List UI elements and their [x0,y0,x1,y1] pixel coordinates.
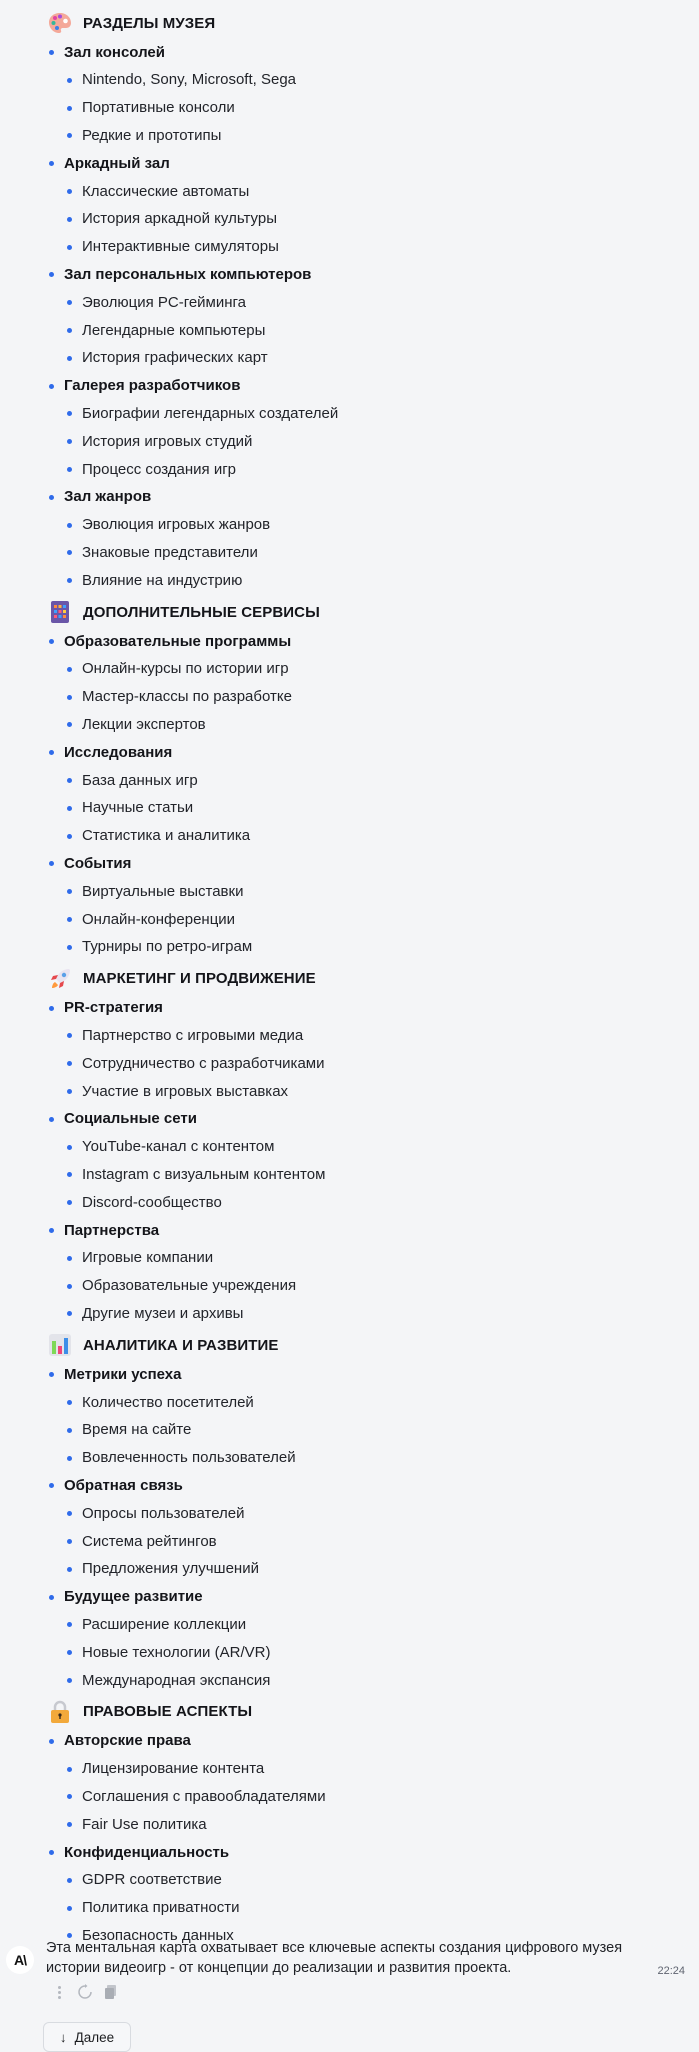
bullet-icon [49,50,54,55]
bullet-icon [67,1400,72,1405]
bullet-icon [49,1372,54,1377]
bullet-icon [67,189,72,194]
list-item-label: Классические автоматы [82,182,250,200]
section-title: АНАЛИТИКА И РАЗВИТИЕ [83,1336,279,1354]
list-item [67,402,338,424]
list-item-label: Биографии легендарных создателей [82,404,339,422]
group-item [49,852,131,874]
bullet-icon [67,300,72,305]
list-item [67,458,236,480]
bullet-icon [67,917,72,922]
group-label: События [64,854,132,872]
group-item [49,1586,203,1608]
bullet-icon [67,1256,72,1261]
list-item-label: Влияние на индустрию [82,571,243,589]
bullet-icon [49,639,54,644]
bullet-icon [67,1822,72,1827]
group-item [49,741,172,763]
bullet-icon [67,245,72,250]
group-label: Партнерства [64,1221,160,1239]
list-item-label: YouTube-канал с контентом [82,1138,275,1156]
bullet-icon [49,384,54,389]
bullet-icon [49,750,54,755]
group-item [49,41,165,63]
apps-grid-icon [48,600,72,624]
bullet-icon [67,1567,72,1572]
list-item-label: Nintendo, Sony, Microsoft, Sega [82,71,296,89]
list-item [67,291,246,313]
list-item-label: Лекции экспертов [82,715,206,733]
list-item-label: Онлайн-курсы по истории игр [82,660,289,678]
bullet-icon [67,356,72,361]
list-item [67,1613,246,1635]
list-item-label: Редкие и прототипы [82,126,222,144]
bullet-icon [49,161,54,166]
list-item [67,69,296,91]
section-title: РАЗДЕЛЫ МУЗЕЯ [83,14,216,32]
list-item [67,319,265,341]
bullet-icon [67,1145,72,1150]
list-item-label: Эволюция PC-гейминга [82,293,247,311]
list-item-label: Безопасность данных [82,1926,234,1944]
list-item-label: Турниры по ретро-играм [82,938,253,956]
list-item [67,1641,270,1663]
list-item [67,1163,325,1185]
group-item [49,1730,191,1752]
bullet-icon [67,722,72,727]
list-item-label: Сотрудничество с разработчиками [82,1054,325,1072]
group-label: Конфиденциальность [64,1843,230,1861]
bullet-icon [49,1228,54,1233]
section-header [48,599,320,625]
bullet-icon [67,778,72,783]
assistant-logo-icon: A\ [14,1952,26,1968]
bullet-icon [67,217,72,222]
group-item [49,1108,197,1130]
group-item [49,152,170,174]
bullet-icon [67,133,72,138]
bullet-icon [49,272,54,277]
group-item [49,263,311,285]
list-item [67,180,249,202]
group-label: Метрики успеха [64,1365,182,1383]
list-item-label: Лицензирование контента [82,1760,265,1778]
list-item [67,769,198,791]
group-label: Зал консолей [64,43,165,61]
section-title: ДОПОЛНИТЕЛЬНЫЕ СЕРВИСЫ [83,603,320,621]
assistant-message-footer [0,1936,699,2048]
list-item-label: Время на сайте [82,1421,192,1439]
list-item-label: Система рейтингов [82,1532,217,1550]
arrow-down-icon: ↓ [59,2029,67,2045]
list-item [67,1530,217,1552]
list-item-label: Статистика и аналитика [82,827,251,845]
list-item [67,514,270,536]
list-item-label: Партнерство с игровыми медиа [82,1026,304,1044]
list-item-label: Instagram с визуальным контентом [82,1165,326,1183]
group-label: Обратная связь [64,1476,183,1494]
section-title: ПРАВОВЫЕ АСПЕКТЫ [83,1703,253,1721]
bullet-icon [67,1200,72,1205]
bar-chart-icon [48,1333,72,1357]
bullet-icon [67,1794,72,1799]
next-button-label: Далее [74,2029,115,2045]
list-item-label: База данных игр [82,771,198,789]
list-item-label: Политика приватности [82,1899,240,1917]
group-item [49,375,240,397]
list-item [67,797,193,819]
list-item [67,208,277,230]
list-item [67,713,206,735]
bullet-icon [67,1428,72,1433]
list-item-label: Интерактивные симуляторы [82,238,279,256]
list-item [67,1080,288,1102]
list-item-label: Другие музеи и архивы [82,1304,244,1322]
list-item [67,541,258,563]
copy-icon[interactable] [104,1984,118,2000]
bullet-icon [49,1739,54,1744]
group-label: Будущее развитие [64,1588,203,1606]
group-label: Галерея разработчиков [64,377,241,395]
bullet-icon [67,467,72,472]
list-item [67,1669,270,1691]
list-item-label: Расширение коллекции [82,1615,247,1633]
list-item [67,936,252,958]
list-item [67,1502,245,1524]
list-item [67,430,252,452]
group-label: Зал персональных компьютеров [64,265,312,283]
list-item [67,569,242,591]
list-item-label: Fair Use политика [82,1815,207,1833]
group-item [49,630,291,652]
bullet-icon [67,523,72,528]
list-item [67,97,235,119]
list-item-label: Легендарные компьютеры [82,321,266,339]
bullet-icon [67,1906,72,1911]
group-label: Аркадный зал [64,154,170,172]
bullet-icon [67,106,72,111]
regenerate-icon[interactable] [78,1984,92,2000]
list-item [67,658,289,680]
group-label: Образовательные программы [64,632,292,650]
bullet-icon [67,1511,72,1516]
list-item-label: Опросы пользователей [82,1504,245,1522]
group-item [49,486,151,508]
message-text: Эта ментальная карта охватывает все ключевые аспекты создания цифрового музея истории видеоигр - от концепции до реализации и развития проекта. [46,1940,623,1976]
list-item [67,1869,222,1891]
bullet-icon [67,806,72,811]
bullet-icon [67,78,72,83]
assistant-avatar [6,1946,34,1974]
list-item-label: Игровые компании [82,1249,214,1267]
bullet-icon [67,1622,72,1627]
group-label: Авторские права [64,1732,191,1750]
list-item-label: Discord-сообщество [82,1193,222,1211]
bullet-icon [67,1539,72,1544]
list-item-label: Онлайн-конференции [82,910,236,928]
message-actions [52,1984,118,2000]
bullet-icon [67,695,72,700]
bullet-icon [67,1878,72,1883]
lock-icon [48,1700,72,1724]
list-item-label: Научные статьи [82,799,194,817]
section-header [48,1332,279,1358]
list-item-label: GDPR соответствие [82,1871,222,1889]
bullet-icon [67,1172,72,1177]
list-item [67,236,279,258]
list-item [67,1419,191,1441]
list-item-label: Портативные консоли [82,99,235,117]
group-label: Зал жанров [64,488,152,506]
bullet-icon [67,439,72,444]
group-item [49,997,163,1019]
group-label: PR-стратегия [64,999,163,1017]
list-item-label: Мастер-классы по разработке [82,688,292,706]
bullet-icon [67,1767,72,1772]
list-item [67,1275,296,1297]
section-header [48,10,215,36]
bullet-icon [49,1117,54,1122]
list-item-label: Новые технологии (AR/VR) [82,1643,271,1661]
list-item [67,825,250,847]
list-item-label: Предложения улучшений [82,1560,259,1578]
bullet-icon [67,1456,72,1461]
list-item-label: Процесс создания игр [82,460,237,478]
group-item [49,1841,229,1863]
bullet-icon [67,578,72,583]
group-item [49,1363,181,1385]
section-title: МАРКЕТИНГ И ПРОДВИЖЕНИЕ [83,970,316,988]
group-item [49,1474,183,1496]
bullet-icon [67,1089,72,1094]
bullet-icon [67,1678,72,1683]
rocket-icon [48,967,72,991]
bullet-icon [49,861,54,866]
palette-icon [48,11,72,35]
group-item [49,1219,159,1241]
bullet-icon [49,1850,54,1855]
list-item [67,347,268,369]
list-item [67,908,235,930]
list-item [67,1191,222,1213]
group-label: Исследования [64,743,173,761]
list-item [67,1391,254,1413]
list-item [67,1024,303,1046]
section-header [48,1699,252,1725]
list-item-label: Участие в игровых выставках [82,1082,289,1100]
bullet-icon [67,328,72,333]
bullet-icon [67,550,72,555]
list-item-label: Количество посетителей [82,1393,254,1411]
bullet-icon [67,834,72,839]
bullet-icon [67,1311,72,1316]
list-item [67,1052,324,1074]
bullet-icon [67,1284,72,1289]
list-item-label: История графических карт [82,349,268,367]
list-item [67,1136,274,1158]
bullet-icon [49,1595,54,1600]
list-item-label: Международная экспансия [82,1671,271,1689]
list-item [67,1247,213,1269]
list-item-label: История игровых студий [82,432,253,450]
bullet-icon [67,411,72,416]
bullet-icon [67,945,72,950]
message-timestamp: 22:24 [657,1965,685,1977]
list-item [67,880,243,902]
bullet-icon [67,1061,72,1066]
bullet-icon [49,1483,54,1488]
list-item-label: Вовлеченность пользователей [82,1449,296,1467]
list-item [67,1813,207,1835]
bullet-icon [67,1033,72,1038]
bullet-icon [67,1650,72,1655]
list-item-label: Знаковые представители [82,543,258,561]
list-item-label: Эволюция игровых жанров [82,516,271,534]
section-header [48,966,316,992]
bullet-icon [67,667,72,672]
list-item [67,124,221,146]
bullet-icon [49,1006,54,1011]
list-item [67,1758,264,1780]
list-item-label: Соглашения с правообладателями [82,1787,326,1805]
list-item-label: История аркадной культуры [82,210,277,228]
list-item [67,1785,326,1807]
bullet-icon [67,889,72,894]
list-item [67,686,292,708]
list-item [67,1897,239,1919]
more-icon[interactable] [52,1984,66,2000]
list-item-label: Образовательные учреждения [82,1277,297,1295]
group-label: Социальные сети [64,1110,197,1128]
list-item [67,1558,259,1580]
list-item-label: Виртуальные выставки [82,882,244,900]
list-item [67,1302,243,1324]
bullet-icon [49,495,54,500]
list-item [67,1447,296,1469]
